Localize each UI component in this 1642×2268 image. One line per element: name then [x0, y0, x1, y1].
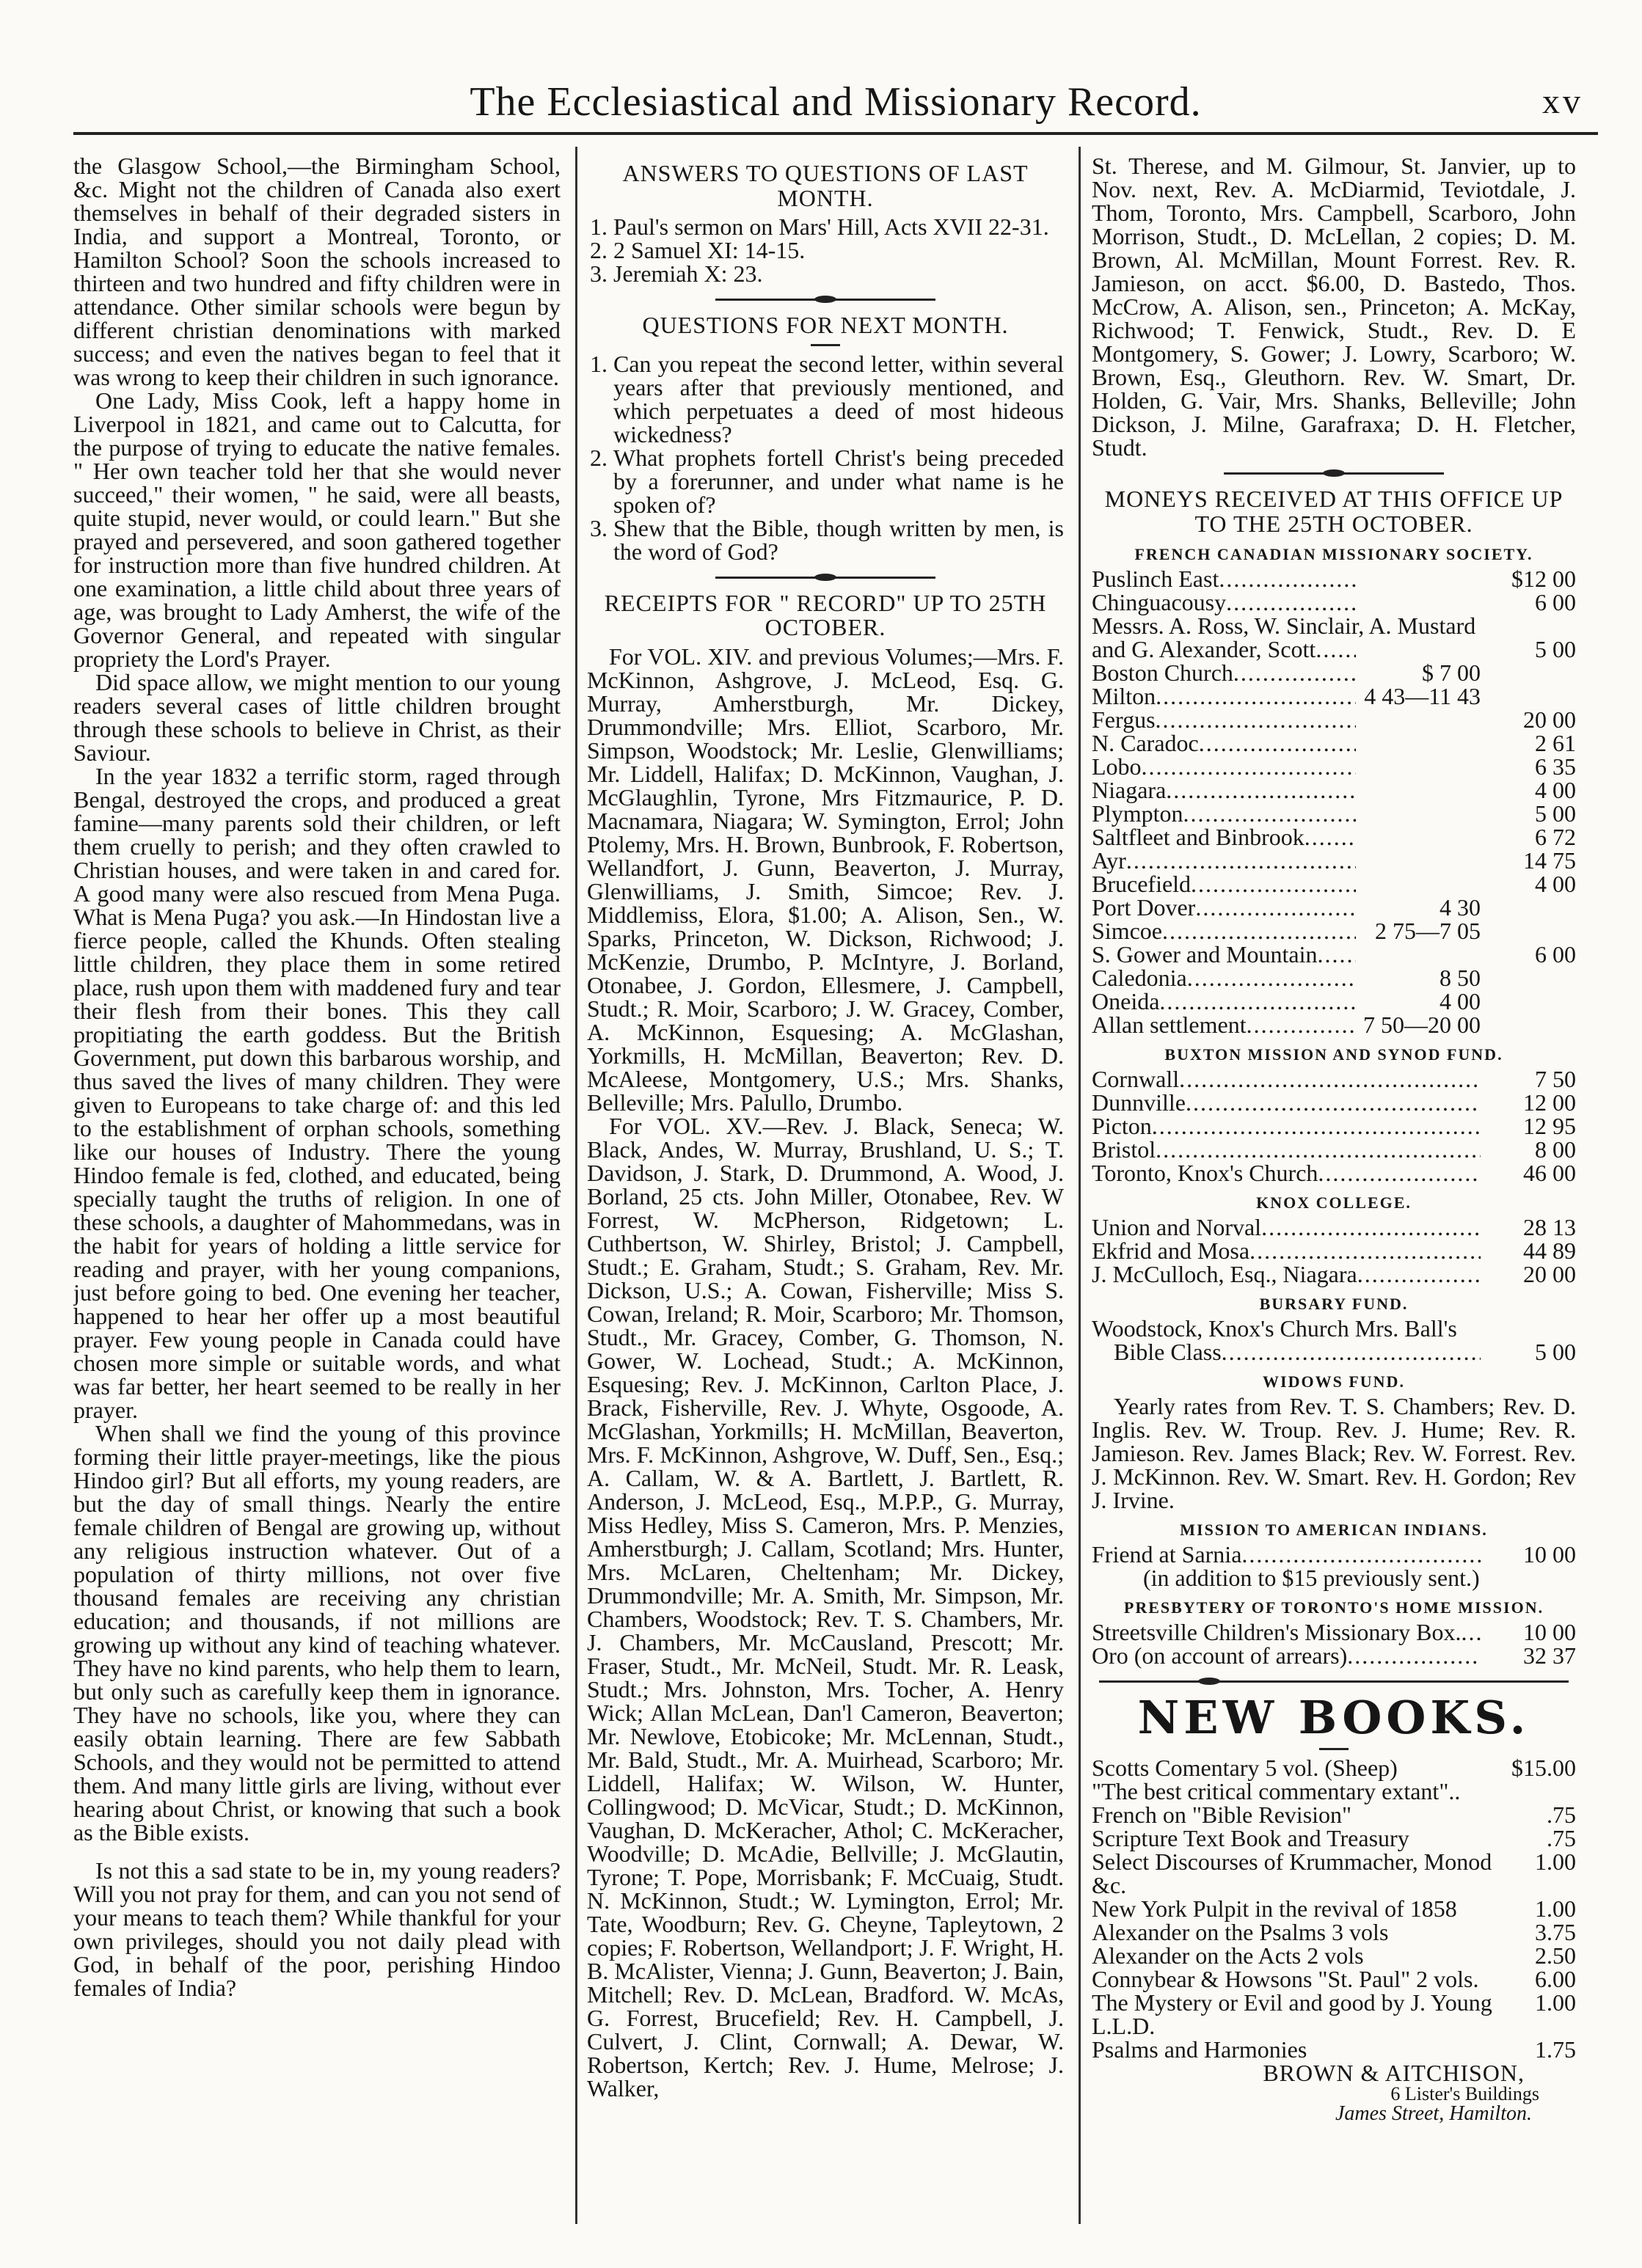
money-row — [1092, 919, 1576, 943]
row-amount: $12 00 — [1511, 566, 1576, 593]
row-amount: 14 75 — [1523, 847, 1576, 874]
row-label: Chinguacousy — [1092, 589, 1227, 616]
book-price: 1.75 — [1535, 2036, 1576, 2063]
buxton-fund-list — [1092, 1067, 1576, 1185]
money-row — [1092, 1215, 1576, 1239]
row-label: Cornwall — [1092, 1066, 1180, 1093]
book-title: Psalms and Harmonies — [1092, 2036, 1307, 2063]
row-subtotal: 2 75—7 05 — [1375, 918, 1481, 945]
row-amount: 20 00 — [1523, 1261, 1576, 1288]
money-row — [1092, 590, 1576, 614]
publisher-street: James Street, Hamilton. — [1335, 2102, 1532, 2126]
list-item: 2. 2 Samuel XI: 14-15. — [613, 238, 1064, 262]
page-title: The Ecclesiastical and Missionary Record. — [470, 79, 1202, 125]
money-row — [1092, 825, 1576, 849]
row-subtotal: 4 43—11 43 — [1364, 683, 1481, 710]
row-amount: 5 00 — [1535, 800, 1576, 827]
money-row — [1092, 1067, 1576, 1091]
books-list — [1092, 1756, 1576, 2061]
fund-heading: WIDOWS FUND. — [1263, 1372, 1405, 1391]
money-row — [1092, 1161, 1576, 1185]
section-divider — [715, 296, 935, 303]
book-price: 6.00 — [1535, 1966, 1576, 1993]
money-row — [1092, 872, 1576, 896]
book-title: Alexander on the Acts 2 vols — [1092, 1942, 1364, 1969]
book-item — [1092, 1920, 1576, 1944]
row-amount: 28 13 — [1523, 1214, 1576, 1241]
book-title: The Mystery or Evil and good by J. Young L.L.D. — [1092, 1989, 1492, 2040]
fund-heading: BUXTON MISSION AND SYNOD FUND. — [1164, 1045, 1503, 1064]
section-divider — [715, 574, 935, 581]
money-row — [1092, 943, 1576, 966]
presbytery-list — [1092, 1620, 1576, 1667]
widows-text: Yearly rates from Rev. T. S. Chambers; Rev. D. Inglis. Rev. W. Troup. Rev. J. Hume; Rev. R. Jamieson. Rev. James Black; Rev. W. Forrest. Rev. J. McKinnon. Rev. W. Smart. Rev. H. Gordon; Rev J. Irvine. — [1092, 1393, 1576, 1514]
list-item: 3. Shew that the Bible, though written by men, is the word of God? — [613, 516, 1064, 563]
book-item — [1092, 1755, 1576, 1782]
book-item — [1092, 1967, 1576, 1991]
row-subtotal: 4 00 — [1440, 988, 1481, 1015]
money-row — [1092, 989, 1576, 1013]
french-fund-list — [1092, 566, 1576, 1039]
column-rule-left — [575, 147, 577, 2224]
row-amount: 12 00 — [1523, 1089, 1576, 1116]
row-label: S. Gower and Mountain — [1092, 941, 1318, 968]
article-paragraph: In the year 1832 a terrific storm, raged through Bengal, destroyed the crops, and produced a great famine—many parents sold their children, or left them cruelly to perish; and they often crawled to Christian houses, and were taken in and cared for. A good many were also rescued from Mena Puga. What is Mena Puga? you ask.—In Hindostan live a fierce people, called the Khunds. Often stealing little children, they place them in some retired place, rush upon them with maddened fury and tear their flesh from their bones. This they call propitiating the earth goddess. But the British Government, put down this barbarous worship, and thus saved the lives of many children. They were given to Europeans to take charge of: and this led to the establishment of orphan schools, something like our houses of Industry. There the young Hindoo female is fed, clothed, and educated, being specially taught the truths of religion. In one of these schools, a daughter of Mahommedans, was in the habit for years of holding a little service for reading and prayer, with her young companions, just before going to bed. One evening her teacher, happened to hear her offer up a most beautiful prayer. Few young people in Canada could have chosen more simple or suitable words, and what was far better, her heart seemed to be really in her prayer. — [73, 763, 561, 1423]
book-title: New York Pulpit in the revival of 1858 — [1092, 1895, 1457, 1923]
money-row — [1092, 1138, 1576, 1161]
row-label: Port Dover — [1092, 894, 1196, 921]
book-price: 1.00 — [1535, 1989, 1576, 2016]
book-item — [1092, 1779, 1576, 1803]
row-subtotal: 8 50 — [1440, 965, 1481, 992]
list-item: 2. What prophets fortell Christ's being preceded by a forerunner, and under what name is he spoken of? — [613, 446, 1064, 516]
section-divider — [1224, 469, 1444, 477]
row-amount: 20 00 — [1523, 706, 1576, 734]
row-label: N. Caradoc — [1092, 730, 1199, 757]
book-price: .75 — [1547, 1825, 1576, 1852]
receipts-paragraph: For VOL. XV.—Rev. J. Black, Seneca; W. Black, Andes, W. Murray, Brushland, U. S.; T. Davidson, J. Stark, D. Drummond, A. Wood, J. Borland, 25 cts. John Miller, Otonabee, Rev. W Forrest, W. McPherson, Ridgetown; L. Cuthbertson, W. Shirley, Bristol; J. Campbell, Studt.; E. Graham, Studt.; S. Graham, Rev. Mr. Dickson, U.S.; A. Cowan, Fisherville; Miss S. Cowan, Ireland; R. Moir, Scarboro; Mr. Thomson, Studt., Mr. Gracey, Comber, G. Thomson, N. Gower, W. Lochead, Studt.; A. McKinnon, Esquesing; Rev. J. McKinnon, Carlton Place, J. Brack, Fisherville, Rev. J. Whyte, Osgoode, A. McGlashan, Yorkmills; H. McMillan, Beaverton, Mrs. F. McKinnon, Ashgrove, W. Duff, Sen., Esq.; A. Callam, W. & A. Bartlett, J. Bartlett, R. Anderson, J. McLeod, Esq., M.P.P., G. Murray, Miss Hedley, Miss S. Cameron, Mrs. P. Menzies, Amherstburgh; J. Callam, Scotland; Mrs. Hunter, Mrs. McLaren, Cheltenham; Mr. Dickey, Drummondville; Mr. A. Smith, Mr. Simpson, Mr. Chambers, Woodstock; Rev. T. S. Chambers, Mr. J. Chambers, Mr. McCausland, Prescott; Mr. Fraser, Studt., Mr. McNeil, Studt. Mr. R. Leask, Studt.; Mrs. Johnston, Mrs. Tocher, A. Henry Wick; Allan McLean, Dan'l Cameron, Beaverton; Mr. Newlove, Etobicoke; Mr. McLennan, Studt., Mr. Bald, Studt., Mr. A. Muirhead, Scarboro; Mr. Liddell, Halifax; W. Wilson, W. Hunter, Collingwood; D. McVicar, Studt.; D. McKinnon, Vaughan, D. McKeracher, Athol; C. McKeracher, Woodville; D. McAdie, Bellville; J. McGlautin, Tyrone; T. Pope, Morrisbank; F. McCuaig, Studt. N. McKinnon, Studt.; W. Lymington, Errol; Mr. Tate, Woodburn; Rev. G. Cheyne, Tapleytown, 2 copies; F. Robertson, Wellandport; J. F. Wright, H. B. McAlister, Vienna; J. Gunn, Beaverton; J. Bain, Mitchell; Rev. D. McLean, Bradford. W. McAs, G. Forrest, Brucefield; Rev. H. Campbell, J. Culvert, J. Clint, Cornwall; A. Dewar, W. Robertson, Kertch; Rev. J. Hume, Melrose; J. Walker, — [587, 1112, 1064, 2101]
row-label: Lobo — [1092, 753, 1142, 780]
article-paragraph: the Glasgow School,—the Birmingham School, &c. Might not the children of Canada also exert themselves in behalf of their degraded sisters in India, and support a Montreal, Toronto, or Hamilton School? Soon the schools increased to thirteen and two hundred and fifty children were in attendance. Other similar schools were begun by different christian denominations with marked success; and even the natives began to feel that it was wrong to keep their children in such ignorance. — [73, 154, 561, 390]
indians-note: (in addition to $15 previously sent.) — [1143, 1565, 1480, 1592]
receipts-heading: RECEIPTS FOR " RECORD" UP TO 25TH OCTOBER. — [604, 589, 1047, 641]
row-label: Toronto, Knox's Church — [1092, 1160, 1318, 1187]
column-1 — [73, 154, 561, 2230]
row-label: Milton — [1092, 683, 1156, 710]
indians-row — [1092, 1543, 1576, 1566]
column-rule-right — [1079, 147, 1081, 2224]
row-amount: 5 00 — [1535, 636, 1576, 663]
money-row — [1092, 802, 1576, 825]
row-amount: 10 00 — [1523, 1619, 1576, 1646]
money-row — [1092, 778, 1576, 802]
list-item: 3. Jeremiah X: 23. — [613, 262, 1064, 285]
fund-heading: BURSARY FUND. — [1259, 1295, 1409, 1314]
list-item: 1. Paul's sermon on Mars' Hill, Acts XVII 22-31. — [613, 215, 1064, 238]
book-title: French on "Bible Revision" — [1092, 1801, 1352, 1829]
book-price: .75 — [1547, 1801, 1576, 1829]
list-item: 1. Can you repeat the second letter, within several years after that previously mentioned, and which perpetuates a deed of most hideous wickedness? — [613, 352, 1064, 446]
row-amount: 7 50 — [1535, 1066, 1576, 1093]
row-amount: 2 61 — [1535, 730, 1576, 757]
article-paragraph: When shall we find the young of this province forming their little prayer-meetings, like the pious Hindoo girl? But all efforts, my young readers, are but the day of small things. Nearly the entire female children of Bengal are growing up, without any religious instruction whatever. Out of a population of thirty millions, not over five thousand females are receiving any christian education; and thousands, if not millions are growing up without any kind of teaching whatever. They have no kind parents, who help them to learn, but only such as carefully keep them in ignorance. They have no schools, like you, where they can easily obtain learning. There are few Sabbath Schools, and they would not be permitted to attend them. And many little girls are living, without ever hearing about Christ, or knowing that such a book as the Bible exists. — [73, 1420, 561, 1846]
row-amount: 4 00 — [1535, 871, 1576, 898]
row-amount: 12 95 — [1523, 1113, 1576, 1140]
row-subtotal: 4 30 — [1440, 894, 1481, 921]
page-header — [73, 76, 1598, 128]
row-amount: 6 00 — [1535, 941, 1576, 968]
book-title: Alexander on the Psalms 3 vols — [1092, 1919, 1389, 1946]
book-title: Scripture Text Book and Treasury — [1092, 1825, 1409, 1852]
row-label: Fergus — [1092, 706, 1156, 734]
money-row — [1092, 1262, 1576, 1286]
row-label: Saltfleet and Binbrook — [1092, 824, 1305, 851]
money-row — [1092, 566, 1576, 593]
row-label: Bristol — [1092, 1136, 1156, 1163]
questions-heading: QUESTIONS FOR NEXT MONTH. — [642, 312, 1009, 339]
book-item — [1092, 1991, 1576, 2038]
book-item — [1092, 1895, 1576, 1923]
page-number: xv — [1542, 82, 1583, 121]
money-row — [1092, 965, 1576, 992]
bursary-line: Woodstock, Knox's Church Mrs. Ball's — [1092, 1315, 1457, 1342]
questions-list — [587, 352, 1064, 563]
money-row — [1092, 1620, 1576, 1644]
header-rule — [73, 132, 1598, 135]
row-amount: 6 00 — [1535, 589, 1576, 616]
book-item — [1092, 1850, 1576, 1897]
money-row — [1092, 637, 1576, 661]
divider — [811, 344, 840, 346]
receipts-continued: St. Therese, and M. Gilmour, St. Janvier, up to Nov. next, Rev. A. McDiarmid, Teviotdale, J. Thom, Toronto, Mrs. Campbell, Scarboro, John Morrison, Studt., D. McLellan, 2 copies; D. M. Brown, Al. McMillan, Mount Forrest. Rev. R. Jamieson, on acct. $6.00, D. Bastedo, Thos. McCrow, A. Alison, sen., Princeton; A. McKay, Richwood; T. Fenwick, Studt., Rev. D. E Montgomery, S. Gower; J. Lowry, Scarboro; W. Brown, Esq., Gleuthorn. Rev. W. Smart, Dr. Holden, G. Vair, Mrs. Shanks, Belleville; John Dickson, J. Milne, Garafraxa; D. H. Fletcher, Studt. — [1092, 154, 1576, 461]
row-amount: 8 00 — [1535, 1136, 1576, 1163]
money-row — [1092, 755, 1576, 778]
row-amount: 32 37 — [1523, 1642, 1576, 1669]
fund-heading: PRESBYTERY OF TORONTO'S HOME MISSION. — [1123, 1598, 1544, 1617]
row-label: J. McCulloch, Esq., Niagara — [1092, 1261, 1357, 1288]
row-amount: 6 72 — [1535, 824, 1576, 851]
row-label: Streetsville Children's Missionary Box. — [1092, 1619, 1462, 1646]
book-price: $15.00 — [1511, 1755, 1576, 1782]
row-amount: 44 89 — [1523, 1237, 1576, 1265]
knox-fund-list — [1092, 1215, 1576, 1286]
answers-heading: ANSWERS TO QUESTIONS OF LAST MONTH. — [622, 160, 1029, 211]
money-row — [1092, 1114, 1576, 1138]
row-amount: 6 35 — [1535, 753, 1576, 780]
column-3 — [1092, 154, 1576, 2230]
money-row — [1092, 896, 1576, 919]
article-paragraph: One Lady, Miss Cook, left a happy home in Liverpool in 1821, and came out to Calcutta, for the purpose of trying to educate the native females. " Her own teacher told her that she would never succeed," their women, " he said, were all beasts, quite stupid, never would, or could learn." But she prayed and persevered, and soon gathered together for instruction more than five hundred children. At one examination, a little child about three years of age, was brought to Lady Amherst, the wife of the Governor General, and repeated with singular propriety the Lord's Prayer. — [73, 387, 561, 672]
book-title: Connybear & Howsons "St. Paul" 2 vols. — [1092, 1966, 1479, 1993]
book-price: 1.00 — [1535, 1848, 1576, 1876]
row-label: Friend at Sarnia — [1092, 1541, 1242, 1568]
row-amount: 46 00 — [1523, 1160, 1576, 1187]
row-amount: 5 00 — [1535, 1339, 1576, 1366]
book-item — [1092, 1944, 1576, 1967]
article-paragraph: Is not this a sad state to be in, my young readers? Will you not pray for them, and can you not send of your means to teach them? While thankful for your own privileges, should you not daily plead with God, in behalf of the poor, perishing Hindoo females of India? — [73, 1857, 561, 2001]
row-label: Plympton — [1092, 800, 1183, 827]
row-subtotal: 7 50—20 00 — [1363, 1012, 1481, 1039]
new-books-heading: NEW BOOKS. — [1137, 1691, 1530, 1745]
money-row — [1092, 1237, 1576, 1265]
row-label: Ekfrid and Mosa — [1092, 1237, 1250, 1265]
row-label: Ayr — [1092, 847, 1126, 874]
money-row — [1092, 1091, 1576, 1114]
section-divider — [1099, 1678, 1569, 1685]
moneys-heading: MONEYS RECEIVED AT THIS OFFICE UP TO THE 25TH OCTOBER. — [1104, 486, 1563, 537]
row-amount: 10 00 — [1523, 1541, 1576, 1568]
answers-list — [587, 213, 1064, 288]
divider — [1319, 1748, 1349, 1750]
row-label: Union and Norval — [1092, 1214, 1262, 1241]
publisher-name: BROWN & AITCHISON, — [1263, 2060, 1525, 2087]
book-price: 1.00 — [1535, 1895, 1576, 1923]
book-item — [1092, 1801, 1576, 1829]
article-paragraph: Did space allow, we might mention to our young readers several cases of little children brought through these schools to believe in Christ, as their Saviour. — [73, 669, 561, 766]
receipts-paragraph: For VOL. XIV. and previous Volumes;—Mrs. F. McKinnon, Ashgrove, J. McLeod, Esq. G. Murray, Amherstburgh, Mr. Dickey, Drummondville; Mrs. Elliot, Scarboro, Mr. Simpson, Woodstock; Mr. Leslie, Glenwilliams; Mr. Liddell, Halifax; D. McKinnon, Vaughan, J. McGlaughlin, Tyrone, Mrs Fitzmaurice, P. D. Macnamara, Niagara; W. Symington, Errol; John Ptolemy, Mrs. H. Brown, Bunbrook, F. Robertson, Wellandfort, J. Gunn, Beaverton, J. Murray, Glenwilliams, J. Smith, Simcoe; Rev. J. Middlemiss, Elora, $1.00; A. Alison, Sen., W. Sparks, Princeton, W. Dickson, Richwood; J. McKenzie, Drumbo, P. McIntyre, J. Borland, Otonabee, J. Gordon, Ellesmere, J. Campbell, Studt.; R. Moir, Scarboro; J. W. Gracey, Comber, A. McKinnon, Esquesing; A. McGlashan, Yorkmills, H. McMillan, Beaverton; Rev. D. McAleese, Montgomery, U.S.; Mrs. Shanks, Belleville; Mrs. Palullo, Drumbo. — [587, 643, 1064, 1116]
money-row — [1092, 1644, 1576, 1667]
money-row — [1092, 612, 1576, 640]
money-row — [1092, 684, 1576, 708]
row-label: Puslinch East — [1092, 566, 1219, 593]
fund-heading: MISSION TO AMERICAN INDIANS. — [1180, 1521, 1488, 1540]
row-label: Oneida — [1092, 988, 1160, 1015]
row-label: Picton — [1092, 1113, 1152, 1140]
row-label: Simcoe — [1092, 918, 1162, 945]
bursary-row — [1092, 1340, 1576, 1364]
fund-heading: FRENCH CANADIAN MISSIONARY SOCIETY. — [1134, 545, 1533, 564]
row-amount: 4 00 — [1535, 777, 1576, 804]
money-row — [1092, 1012, 1576, 1039]
money-row — [1092, 731, 1576, 755]
book-title: Scotts Comentary 5 vol. (Sheep) — [1092, 1755, 1398, 1782]
row-label: Dunnville — [1092, 1089, 1186, 1116]
row-label: Bible Class — [1114, 1339, 1222, 1366]
book-price: 3.75 — [1535, 1919, 1576, 1946]
row-label: Niagara — [1092, 777, 1167, 804]
row-label: Brucefield — [1092, 871, 1192, 898]
book-title: Select Discourses of Krummacher, Monod &c. — [1092, 1848, 1492, 1899]
money-row — [1092, 849, 1576, 872]
row-label: Boston Church — [1092, 659, 1233, 687]
row-label: Allan settlement — [1092, 1012, 1247, 1039]
money-row — [1092, 706, 1576, 734]
fund-heading: KNOX COLLEGE. — [1256, 1193, 1412, 1212]
book-title: "The best critical commentary extant".. — [1092, 1778, 1461, 1805]
book-price: 2.50 — [1535, 1942, 1576, 1969]
column-2 — [587, 154, 1064, 2230]
money-row — [1092, 659, 1576, 687]
book-item — [1092, 2038, 1576, 2061]
publisher-address: 6 Lister's Buildings — [1390, 2083, 1539, 2105]
row-label: and G. Alexander, Scott — [1092, 636, 1316, 663]
row-label: Messrs. A. Ross, W. Sinclair, A. Mustard — [1092, 612, 1476, 640]
row-subtotal: $ 7 00 — [1422, 659, 1481, 687]
row-label: Caledonia — [1092, 965, 1187, 992]
book-item — [1092, 1826, 1576, 1850]
row-label: Oro (on account of arrears) — [1092, 1642, 1348, 1669]
